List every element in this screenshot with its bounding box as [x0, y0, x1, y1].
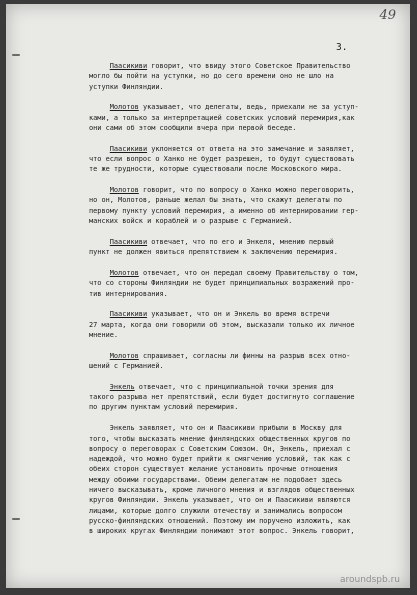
text-line: мнение. [89, 330, 119, 339]
text-line: могло бы пойти на уступки, но до сего времени оно не шло на [89, 72, 334, 81]
binding-hole-mark [12, 518, 20, 520]
paragraph [89, 351, 397, 372]
text-line: ками, а только за интерпретацией советских условий перемирия,как [89, 113, 355, 122]
text-line: надеждой, что можно будет прийти к смягчению условий, так как с [89, 455, 351, 464]
document-body [89, 61, 397, 547]
text-line [89, 351, 397, 361]
text-line: русско-финляндских отношений. Поэтому им поручено изложить, как [89, 516, 351, 525]
speaker-statement: говорит, что ввиду этого Советское Правительство [147, 62, 351, 70]
speaker-statement: уклоняется от ответа на это замечание и заявляет, [147, 144, 355, 153]
text-line [89, 382, 397, 392]
speaker-statement: отвечает, что с принципиальной точки зрения для [134, 382, 334, 391]
text-line: между обоими государствами. Обеим делегатам не подобает здесь [89, 475, 343, 484]
text-line: тив интернирования. [89, 289, 168, 298]
text-line: уступки Финляндии. [89, 82, 164, 91]
text-line: что со стороны Финляндии не будет принципиальных возражений про- [89, 279, 355, 288]
text-line: пункт не должен явиться препятствием к заключению перемирия. [89, 248, 338, 257]
speaker-statement: отвечает, что по его и Энкеля, мнению первый [147, 237, 334, 246]
text-line [89, 61, 397, 71]
paragraph [89, 185, 397, 226]
text-line [89, 423, 397, 433]
speaker-name: Молотов [109, 351, 139, 360]
text-line [89, 102, 397, 112]
speaker-statement: указывает, что делегаты, ведь, приехали не за уступ- [138, 103, 359, 112]
speaker-name: Молотов [109, 103, 139, 112]
text-line: 27 марта, когда они говорили об этом, высказали только их личное [89, 320, 355, 329]
text-line: того, чтобы высказать мнение финляндских общественных кругов по [89, 434, 351, 443]
page-number: 3. [336, 42, 348, 53]
text-line: лицами, которые долго служили отечеству и занимались вопросом [89, 506, 343, 515]
paragraph-opening: Энкель заявляет, что он и Паасикиви прибыли в Москву для [109, 424, 343, 433]
speaker-name: Паасикиви [109, 144, 148, 153]
text-line: в широких кругах Финляндии понимают этот вопрос. Энкель говорит, [89, 527, 355, 536]
speaker-statement: отвечает, что он передал своему Правительству о том, [138, 268, 359, 277]
paragraph [89, 144, 397, 175]
paragraph [89, 268, 397, 299]
document-page [6, 4, 410, 588]
text-line: те же трудности, которые существовали после Московского мира. [89, 165, 343, 174]
text-line [89, 144, 397, 154]
text-line [89, 268, 397, 278]
text-line [89, 185, 397, 195]
text-line: первому пункту условий перемирия, а именно об интернировании гер- [89, 206, 359, 215]
text-line: шений с Германией. [89, 362, 164, 371]
watermark: aroundspb.ru [339, 575, 400, 585]
binding-hole-mark [12, 54, 20, 56]
text-line: но он, Молотов, раньше желал бы знать, что скажут делегаты по [89, 196, 343, 205]
speaker-statement: спрашивает, согласны ли финны на разрыв всех отно- [138, 351, 351, 360]
speaker-name: Паасикиви [109, 62, 148, 70]
text-line: что если вопрос о Ханко не будет разрешен, то будут существовать [89, 155, 355, 164]
speaker-name: Энкель [109, 382, 135, 391]
paragraph [89, 102, 397, 133]
speaker-name: Паасикиви [109, 310, 148, 319]
speaker-statement: указывает, что он и Энкель во время встречи [147, 310, 330, 319]
speaker-name: Паасикиви [109, 237, 148, 246]
text-line: такого разрыва нет препятствий, если будет достигнуто соглашение [89, 393, 355, 402]
speaker-statement: говорит, что по вопросу о Ханко можно переговорить, [138, 186, 355, 195]
paragraph [89, 382, 397, 413]
text-line [89, 309, 397, 319]
paragraph [89, 237, 397, 258]
text-line: по другим пунктам условий перемирия. [89, 403, 239, 412]
text-line: они сами об этом сообщили вчера при первой беседе. [89, 123, 297, 132]
text-line: вопросу о переговорах с Советским Союзом. Он, Энкель, приехал с [89, 444, 351, 453]
speaker-name: Молотов [109, 268, 139, 277]
text-line: кругов Финляндии. Энкель указывает, что он и Паасикиви являются [89, 496, 351, 505]
text-line: обеих сторон существует желание установить прочные отношения [89, 465, 338, 474]
paragraph [89, 61, 397, 92]
handwritten-page-number: 49 [379, 8, 396, 23]
text-line [89, 237, 397, 247]
speaker-name: Молотов [109, 186, 139, 195]
text-line: манских войск и кораблей и о разрыве с Германией. [89, 217, 293, 226]
paragraph [89, 309, 397, 340]
text-line: ничего высказывать, кроме личного мнения и взглядов общественных [89, 486, 355, 494]
paragraph [89, 423, 397, 536]
